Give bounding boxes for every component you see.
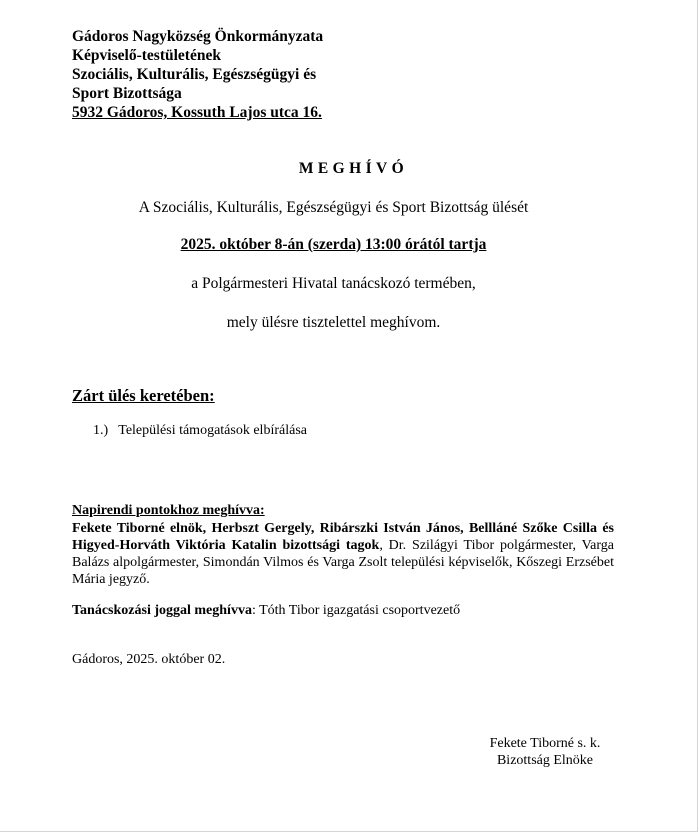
closed-session-heading: Zárt ülés keretében: [72, 386, 215, 405]
consultative-line [72, 603, 460, 619]
header-line-2: Képviselő-testületének [72, 47, 221, 64]
invited-heading: Napirendi pontokhoz meghívva: [72, 503, 265, 518]
signature-name: Fekete Tiborné s. k. [489, 736, 601, 751]
consultative-label: Tanácskozási joggal meghívva [72, 603, 252, 618]
agenda-item [93, 423, 307, 439]
header-line-4: Sport Bizottsága [72, 85, 182, 102]
invited-members: Fekete Tiborné elnök, Herbszt Gergely, Ribárszki István János, Bellláné Szőke Csilla és Higyed-Horváth Viktória Katalin bizottsági tagok [72, 521, 614, 553]
invitation-line-1: A Szociális, Kulturális, Egészségügyi és Sport Bizottság ülését [138, 199, 529, 216]
header-address: 5932 Gádoros, Kossuth Lajos utca 16. [72, 104, 322, 121]
invitation-closing: mely ülésre tisztelettel meghívom. [226, 314, 441, 331]
agenda-item-number: 1.) [93, 423, 109, 438]
header-line-1: Gádoros Nagyközség Önkormányzata [72, 28, 324, 45]
invited-others: , Dr. Szilágyi Tibor polgármester, Varga Balázs alpolgármester, Simondán Vilmos és Varga Zsolt települési képviselők, Kőszegi Erzsébet Mária jegyző. [72, 538, 615, 587]
invitation-location: a Polgármesteri Hivatal tanácskozó termében, [191, 275, 476, 292]
invitation-title: MEGHÍVÓ [298, 160, 409, 177]
invited-list [72, 520, 614, 588]
agenda-item-text: Települési támogatások elbírálása [118, 423, 307, 438]
place-date: Gádoros, 2025. október 02. [72, 652, 226, 667]
signature-block [470, 735, 620, 769]
consultative-text: : Tóth Tibor igazgatási csoportvezető [251, 603, 461, 618]
header-line-3: Szociális, Kulturális, Egészségügyi és [72, 66, 317, 83]
invitation-date-time: 2025. október 8-án (szerda) 13:00 órától tartja [180, 236, 487, 253]
signature-role: Bizottság Elnöke [496, 753, 594, 768]
